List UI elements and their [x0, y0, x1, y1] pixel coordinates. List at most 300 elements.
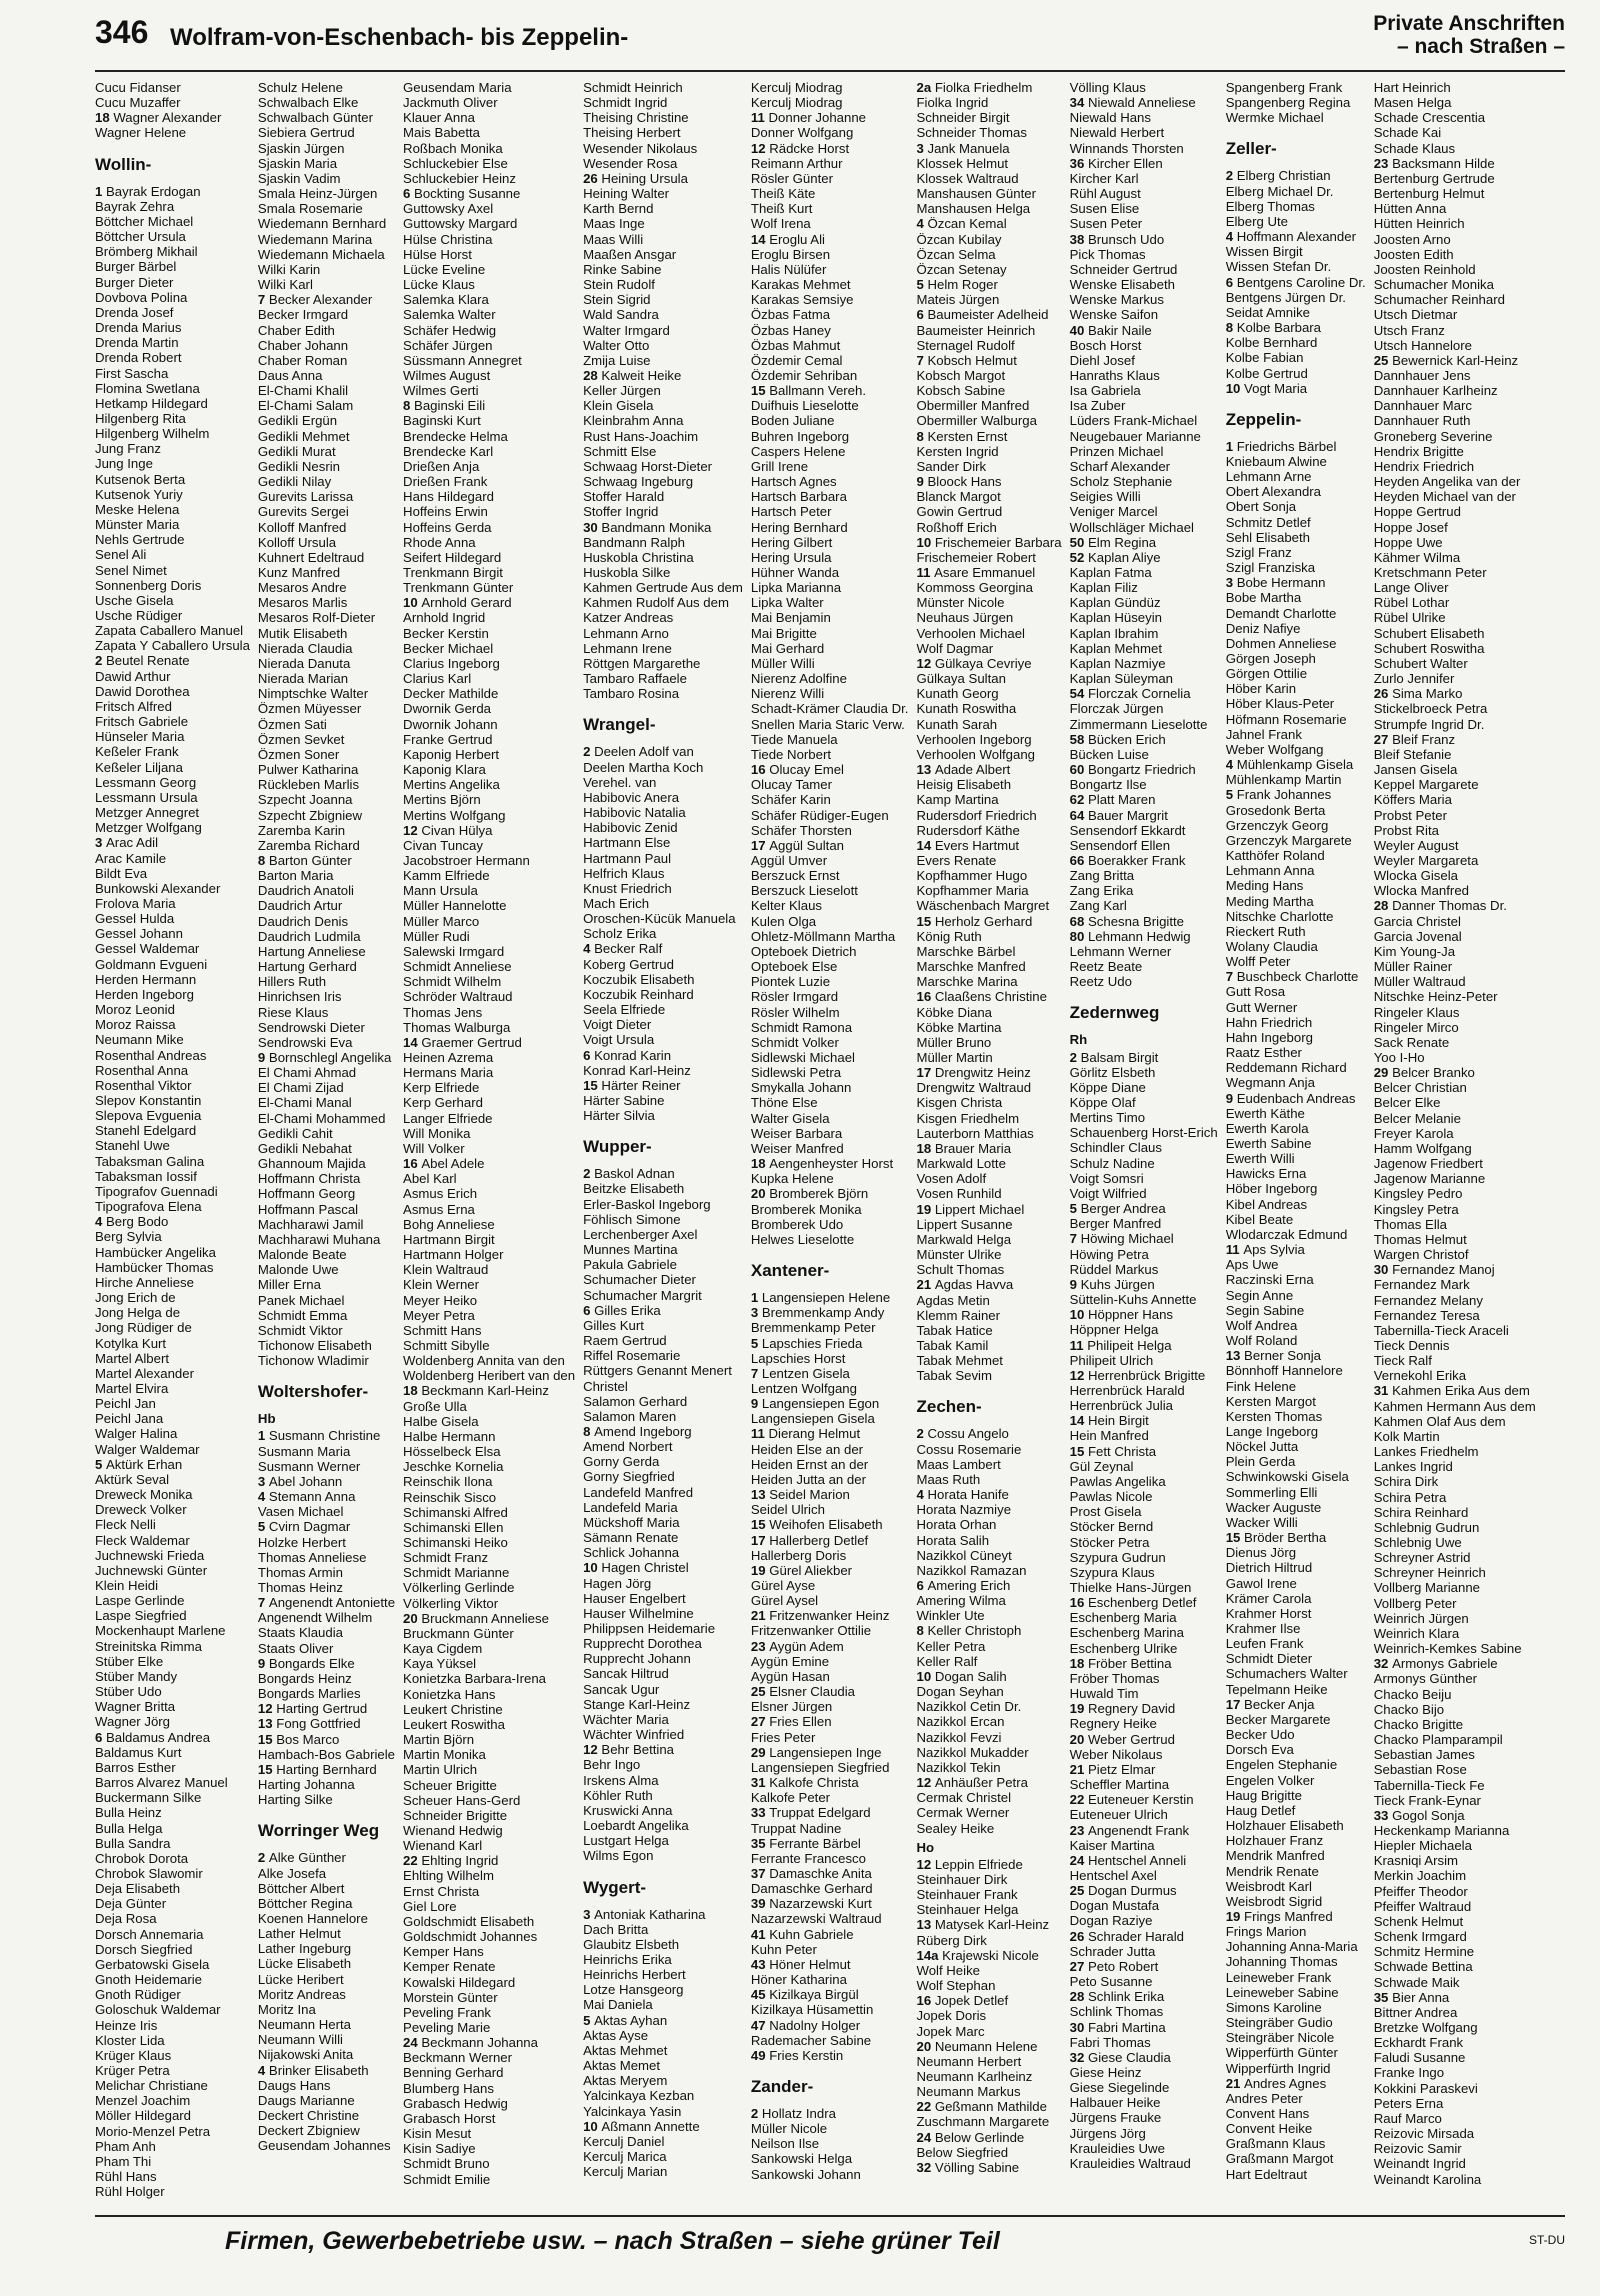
resident-entry	[1226, 454, 1366, 469]
house-number: 19	[750, 1562, 770, 1578]
resident-entry	[1374, 1202, 1536, 1217]
resident-name: Goloschuk Waldemar	[95, 2002, 221, 2018]
resident-name: Woldenberg Annita van den	[403, 1353, 565, 1369]
resident-name: Evers Hartmut	[934, 837, 1020, 853]
resident-entry	[1070, 1504, 1218, 1519]
resident-name: Oroschen-Kücük Manuela	[583, 911, 736, 927]
resident-name: Münster Ulrike	[916, 1247, 1002, 1263]
street-heading: Wollin-	[95, 154, 152, 174]
resident-name: Dawid Dorothea	[95, 683, 190, 699]
resident-entry	[258, 1956, 395, 1971]
resident-entry	[916, 489, 1061, 504]
resident-name: Bandmann Ralph	[583, 534, 685, 550]
resident-entry	[1226, 1682, 1366, 1697]
resident-entry	[403, 1186, 575, 1201]
house-number: 9	[916, 474, 928, 490]
resident-entry	[95, 350, 250, 365]
resident-entry	[1070, 1050, 1218, 1065]
resident-name: Dannhauer Karlheinz	[1373, 383, 1498, 399]
resident-name: Wollschläger Michael	[1069, 519, 1194, 535]
house-number: 22	[1069, 1792, 1088, 1808]
resident-name: Schulz Helene	[257, 80, 343, 95]
resident-entry	[258, 1987, 395, 2002]
resident-name: Schulz Nadine	[1069, 1155, 1155, 1171]
resident-entry	[403, 1459, 575, 1474]
resident-name: Martel Albert	[95, 1350, 170, 1366]
resident-entry	[403, 1065, 575, 1080]
resident-name: Theising Herbert	[583, 125, 681, 141]
resident-name: Cermak Werner	[916, 1805, 1010, 1821]
resident-entry	[403, 216, 575, 231]
resident-name: Schreyner Astrid	[1373, 1550, 1471, 1566]
resident-name: Frischemeier Barbara	[934, 534, 1062, 550]
resident-name: Heiden Ernst an der	[750, 1456, 869, 1472]
resident-name: Horata Salih	[916, 1532, 990, 1548]
resident-entry	[583, 1803, 743, 1818]
resident-name: Özcan Selma	[916, 246, 996, 262]
resident-name: Münster Maria	[95, 517, 180, 533]
house-number: 64	[1069, 807, 1088, 823]
resident-name: Pulwer Katharina	[257, 762, 359, 778]
resident-name: Segin Anne	[1225, 1287, 1294, 1303]
resident-entry	[1070, 307, 1218, 322]
resident-entry	[1226, 1909, 1366, 1924]
resident-name: Wald Sandra	[583, 307, 659, 323]
resident-entry	[1070, 1262, 1218, 1277]
resident-entry	[751, 489, 909, 504]
resident-name: Wilms Egon	[583, 1848, 654, 1864]
resident-name: Wilmes August	[403, 367, 491, 383]
resident-name: Höwing Petra	[1069, 1246, 1149, 1262]
resident-name: Brunsch Udo	[1087, 231, 1165, 247]
resident-entry	[583, 1682, 743, 1697]
resident-entry	[751, 413, 909, 428]
resident-name: Brauer Maria	[934, 1140, 1012, 1156]
resident-entry	[916, 1760, 1061, 1775]
resident-name: Chacko Beiju	[1373, 1686, 1452, 1702]
resident-entry	[1226, 1985, 1366, 2000]
resident-name: Rosenthal Anna	[95, 1062, 189, 1078]
resident-entry	[1226, 2136, 1366, 2151]
resident-name: Matysek Karl-Heinz	[934, 1917, 1050, 1933]
resident-entry	[95, 790, 250, 805]
resident-entry	[258, 2078, 395, 2093]
resident-name: Schwade Bettina	[1373, 1959, 1473, 1975]
resident-name: Susmann Werner	[257, 1458, 361, 1474]
resident-name: Dogan Mustafa	[1069, 1898, 1160, 1914]
resident-name: Ewerth Käthe	[1225, 1105, 1305, 1121]
resident-entry	[751, 1654, 909, 1669]
resident-entry	[1374, 398, 1536, 413]
resident-name: Gedikli Ergün	[257, 413, 338, 429]
resident-name: Elberg Ute	[1225, 213, 1289, 229]
resident-name: Helfrich Klaus	[583, 865, 665, 881]
resident-name: Rupprecht Dorothea	[583, 1636, 702, 1652]
resident-entry	[1070, 535, 1218, 550]
resident-entry	[1374, 1717, 1536, 1732]
house-number: 31	[750, 1775, 770, 1791]
street-heading: Wrangel-	[583, 715, 656, 735]
resident-entry	[95, 1078, 250, 1093]
resident-entry	[916, 80, 1061, 95]
resident-name: Weiser Barbara	[750, 1125, 843, 1141]
resident-name: Aktürk Seval	[95, 1471, 170, 1487]
resident-entry	[403, 1687, 575, 1702]
resident-entry	[403, 1035, 575, 1050]
directory-columns	[95, 80, 1565, 2205]
resident-entry	[916, 2008, 1061, 2023]
resident-name: Eschenberg Marina	[1069, 1625, 1184, 1641]
resident-name: Habibovic Zenid	[583, 820, 678, 836]
resident-entry	[1374, 2156, 1536, 2171]
resident-entry	[751, 1714, 909, 1729]
resident-name: Baldamus Andrea	[106, 1729, 211, 1745]
resident-entry	[95, 1093, 250, 1108]
house-number: 38	[1069, 231, 1088, 247]
resident-entry	[583, 744, 743, 759]
resident-entry	[403, 474, 575, 489]
resident-entry	[403, 1914, 575, 1929]
resident-name: Aggül Umver	[750, 852, 828, 868]
resident-name: Kähmer Wilma	[1373, 549, 1461, 565]
resident-entry	[583, 760, 743, 775]
resident-name: Martin Björn	[403, 1732, 475, 1748]
resident-entry	[1070, 1641, 1218, 1656]
resident-entry	[916, 307, 1061, 322]
resident-name: Sjaskin Maria	[257, 155, 338, 171]
resident-entry	[403, 626, 575, 641]
resident-entry	[95, 760, 250, 775]
resident-name: Gedikli Cahit	[257, 1125, 333, 1141]
resident-entry	[1374, 883, 1536, 898]
resident-entry	[1374, 610, 1536, 625]
resident-entry	[1070, 868, 1218, 883]
resident-name: Kaplan Aliye	[1087, 549, 1161, 565]
resident-name: Bruckmann Günter	[403, 1625, 514, 1641]
resident-entry	[583, 323, 743, 338]
resident-entry	[1374, 141, 1536, 156]
resident-entry	[95, 229, 250, 244]
resident-entry	[258, 1020, 395, 1035]
resident-entry	[1226, 1697, 1366, 1712]
resident-entry	[95, 1790, 250, 1805]
resident-name: Pfeiffer Theodor	[1373, 1883, 1468, 1899]
resident-name: Lange Oliver	[1373, 580, 1449, 596]
resident-entry	[258, 1035, 395, 1050]
resident-entry	[258, 959, 395, 974]
resident-name: Marschke Manfred	[916, 959, 1026, 975]
resident-entry	[403, 853, 575, 868]
resident-entry	[258, 2123, 395, 2138]
resident-entry	[1374, 1808, 1536, 1823]
house-number: 32	[916, 2159, 935, 2175]
resident-entry	[1070, 1065, 1218, 1080]
resident-entry	[1374, 959, 1536, 974]
resident-name: Klein Gisela	[583, 398, 654, 414]
resident-name: Weiser Manfred	[750, 1140, 844, 1156]
resident-name: Horata Orhan	[916, 1517, 997, 1533]
resident-name: Garcia Jovenal	[1373, 928, 1462, 944]
directory-column	[1070, 80, 1218, 2205]
resident-entry	[1226, 1864, 1366, 1879]
resident-name: Gedikli Nesrin	[257, 458, 341, 474]
resident-entry	[916, 2069, 1061, 2084]
resident-name: Klein Waltraud	[403, 1262, 489, 1278]
resident-entry	[583, 1227, 743, 1242]
resident-entry	[95, 2093, 250, 2108]
resident-entry	[95, 638, 250, 653]
resident-entry	[1226, 1015, 1366, 1030]
resident-name: Chacko Bijo	[1373, 1701, 1445, 1717]
resident-name: Melichar Christiane	[95, 2078, 208, 2094]
resident-name: Wolf Stephan	[916, 1978, 996, 1994]
resident-entry	[1070, 580, 1218, 595]
resident-name: Neumann Willi	[257, 2032, 343, 2048]
resident-name: Müller Martin	[916, 1050, 993, 1065]
resident-entry	[916, 247, 1061, 262]
resident-name: Tipografov Guennadi	[95, 1183, 218, 1199]
resident-name: Mertins Timo	[1069, 1110, 1146, 1126]
resident-name: Tabak Kamil	[916, 1337, 989, 1353]
resident-name: Beutel Renate	[106, 653, 190, 669]
resident-entry	[258, 989, 395, 1004]
resident-entry	[1374, 989, 1536, 1004]
resident-name: Chacko Brigitte	[1373, 1716, 1464, 1732]
resident-name: Irskens Alma	[583, 1772, 659, 1788]
resident-name: Groneberg Severine	[1373, 428, 1493, 444]
resident-entry	[916, 216, 1061, 231]
resident-name: Dietrich Hiltrud	[1225, 1560, 1313, 1576]
resident-name: Strumpfe Ingrid Dr.	[1373, 716, 1485, 732]
resident-entry	[258, 974, 395, 989]
resident-name: Jeschke Kornelia	[403, 1459, 504, 1475]
section-title-line-1: Private Anschriften	[1373, 12, 1565, 35]
resident-name: Bobe Martha	[1225, 590, 1302, 606]
resident-name: Bentgens Caroline Dr.	[1236, 274, 1366, 290]
resident-entry	[1226, 803, 1366, 818]
resident-name: Hentschel Anneli	[1087, 1852, 1187, 1868]
resident-name: Obert Alexandra	[1225, 484, 1322, 500]
resident-entry	[1070, 1519, 1218, 1534]
resident-entry	[403, 110, 575, 125]
resident-entry	[916, 1563, 1061, 1578]
resident-entry	[751, 671, 909, 686]
resident-name: Bertenburg Gertrude	[1373, 170, 1495, 186]
house-number: 19	[1225, 1908, 1245, 1924]
resident-name: Senel Ali	[95, 547, 147, 563]
resident-entry	[1374, 868, 1536, 883]
resident-entry	[583, 1560, 743, 1575]
resident-entry	[916, 1902, 1061, 1917]
resident-name: Schmidt Wilhelm	[403, 974, 502, 990]
resident-entry	[583, 1591, 743, 1606]
resident-name: Sjaskin Jürgen	[257, 140, 345, 156]
resident-name: Brinker Elisabeth	[268, 2062, 369, 2078]
resident-name: Opteboek Dietrich	[750, 943, 857, 959]
district-code: Hb	[257, 1411, 276, 1427]
resident-name: Schmidt Marianne	[403, 1565, 510, 1581]
resident-name: Will Volker	[403, 1140, 465, 1156]
resident-entry	[916, 898, 1061, 913]
resident-entry	[403, 1399, 575, 1414]
house-number: 14	[403, 1034, 422, 1050]
resident-name: Kobsch Margot	[916, 367, 1006, 383]
resident-name: Fernandez Mark	[1373, 1277, 1470, 1293]
resident-entry	[916, 413, 1061, 428]
street-heading: Wupper-	[583, 1137, 652, 1157]
resident-name: Hoffmann Christa	[257, 1171, 361, 1187]
resident-entry	[1070, 1444, 1218, 1459]
resident-entry	[583, 520, 743, 535]
resident-entry	[258, 914, 395, 929]
resident-name: Beckmann Werner	[403, 2050, 513, 2066]
resident-entry	[916, 1517, 1061, 1532]
resident-name: Kaplan Ibrahim	[1069, 625, 1159, 641]
house-number: 36	[1069, 155, 1088, 171]
resident-entry	[583, 1363, 743, 1378]
resident-name: Antoniak Katharina	[594, 1906, 706, 1922]
resident-name: Lipka Walter	[750, 595, 824, 611]
resident-entry	[403, 868, 575, 883]
resident-name: Rühl Hans	[95, 2169, 157, 2185]
resident-entry	[403, 2111, 575, 2126]
resident-name: Deja Elisabeth	[95, 1881, 181, 1897]
resident-name: Wächter Maria	[583, 1711, 669, 1727]
resident-name: Helwes Lieselotte	[750, 1231, 855, 1247]
house-number: 25	[1069, 1883, 1088, 1899]
resident-name: Tabaksman Galina	[95, 1153, 205, 1169]
resident-name: Wäschenbach Margret	[916, 898, 1050, 914]
resident-name: Peichl Jan	[95, 1396, 156, 1412]
house-number: 15	[257, 1731, 277, 1747]
resident-entry	[751, 641, 909, 656]
resident-name: Haug Brigitte	[1225, 1787, 1302, 1803]
resident-name: Herrenbrück Harald	[1069, 1382, 1185, 1398]
resident-name: Weber Wolfgang	[1225, 741, 1324, 757]
resident-name: Jackmuth Oliver	[403, 95, 498, 111]
resident-name: Berszuck Ernst	[750, 868, 840, 884]
house-number: 12	[916, 1775, 935, 1791]
resident-name: Kingsley Pedro	[1373, 1186, 1463, 1202]
resident-entry	[1374, 1156, 1536, 1171]
resident-entry	[1226, 651, 1366, 666]
house-number: 6	[1225, 274, 1237, 290]
resident-name: Reetz Beate	[1069, 959, 1143, 975]
house-number: 4	[916, 216, 928, 232]
resident-name: Huwald Tim	[1069, 1686, 1139, 1702]
resident-entry	[583, 80, 743, 95]
resident-entry	[1374, 444, 1536, 459]
resident-name: Schade Crescentia	[1373, 110, 1486, 126]
resident-entry	[916, 580, 1061, 595]
resident-name: Klossek Waltraud	[916, 170, 1019, 186]
resident-entry	[1374, 580, 1536, 595]
resident-name: Bröder Bertha	[1244, 1530, 1327, 1546]
resident-name: Schimanski Ellen	[403, 1519, 504, 1535]
resident-entry	[95, 1169, 250, 1184]
resident-name: Hartmann Paul	[583, 850, 672, 866]
resident-entry	[403, 1156, 575, 1171]
resident-entry	[1070, 610, 1218, 625]
resident-entry	[916, 595, 1061, 610]
resident-name: Kaiser Martina	[1069, 1837, 1155, 1853]
resident-name: Adade Albert	[934, 762, 1011, 778]
resident-name: Rühl August	[1069, 186, 1141, 202]
resident-entry	[916, 1872, 1061, 1887]
resident-entry	[403, 1414, 575, 1429]
resident-entry	[95, 199, 250, 214]
resident-entry	[1226, 499, 1366, 514]
resident-name: Hoppe Josef	[1373, 519, 1448, 535]
resident-name: Tieck Ralf	[1373, 1353, 1432, 1369]
resident-name: Boerakker Frank	[1087, 852, 1186, 868]
resident-name: Moroz Leonid	[95, 1002, 175, 1018]
resident-entry	[1070, 1580, 1218, 1595]
resident-name: Tieck Frank-Eynar	[1373, 1792, 1481, 1808]
resident-entry	[403, 338, 575, 353]
resident-entry	[1070, 247, 1218, 262]
resident-entry	[751, 929, 909, 944]
resident-entry	[751, 1232, 909, 1247]
resident-name: Röttgen Margarethe	[583, 655, 701, 671]
resident-entry	[403, 944, 575, 959]
resident-entry	[916, 1805, 1061, 1820]
resident-entry	[95, 1775, 250, 1790]
resident-name: Graßmann Margot	[1225, 2151, 1334, 2167]
resident-entry	[1226, 1000, 1366, 1015]
resident-entry	[751, 717, 909, 732]
resident-entry	[751, 247, 909, 262]
resident-name: Tichonow Wladimir	[257, 1353, 369, 1369]
resident-name: Truppat Nadine	[750, 1820, 842, 1836]
resident-entry	[403, 1444, 575, 1459]
resident-entry	[751, 1502, 909, 1517]
resident-entry	[583, 851, 743, 866]
resident-entry	[1070, 1853, 1218, 1868]
house-number: 26	[583, 170, 602, 186]
resident-entry	[258, 2017, 395, 2032]
resident-entry	[583, 1454, 743, 1469]
resident-entry	[258, 1232, 395, 1247]
resident-entry	[751, 1411, 909, 1426]
resident-name: Ewerth Willi	[1225, 1151, 1295, 1167]
resident-entry	[258, 292, 395, 307]
house-number: 24	[916, 2129, 935, 2145]
resident-name: Jopek Marc	[916, 2023, 985, 2039]
resident-name: Platt Maren	[1087, 792, 1156, 808]
resident-entry	[1374, 656, 1536, 671]
resident-name: Becker Michael	[403, 640, 494, 656]
resident-name: Steinhauer Helga	[916, 1902, 1019, 1918]
resident-name: Bönnhoff Hannelore	[1225, 1363, 1343, 1379]
resident-entry	[1374, 95, 1536, 110]
resident-name: Schäfer Hedwig	[403, 322, 497, 338]
resident-name: El-Chami Mohammed	[257, 1110, 386, 1126]
resident-entry	[751, 974, 909, 989]
resident-entry	[1070, 914, 1218, 929]
resident-entry	[583, 171, 743, 186]
resident-entry	[95, 653, 250, 668]
resident-entry	[1374, 626, 1536, 641]
resident-entry	[916, 868, 1061, 883]
resident-name: Berger Andrea	[1080, 1201, 1166, 1217]
resident-entry	[1226, 1621, 1366, 1636]
resident-entry	[916, 1308, 1061, 1323]
resident-name: Friedrichs Bärbel	[1236, 438, 1337, 454]
resident-entry	[1070, 1140, 1218, 1155]
house-number: 9	[1069, 1276, 1081, 1292]
resident-name: Amering Wilma	[916, 1593, 1006, 1609]
